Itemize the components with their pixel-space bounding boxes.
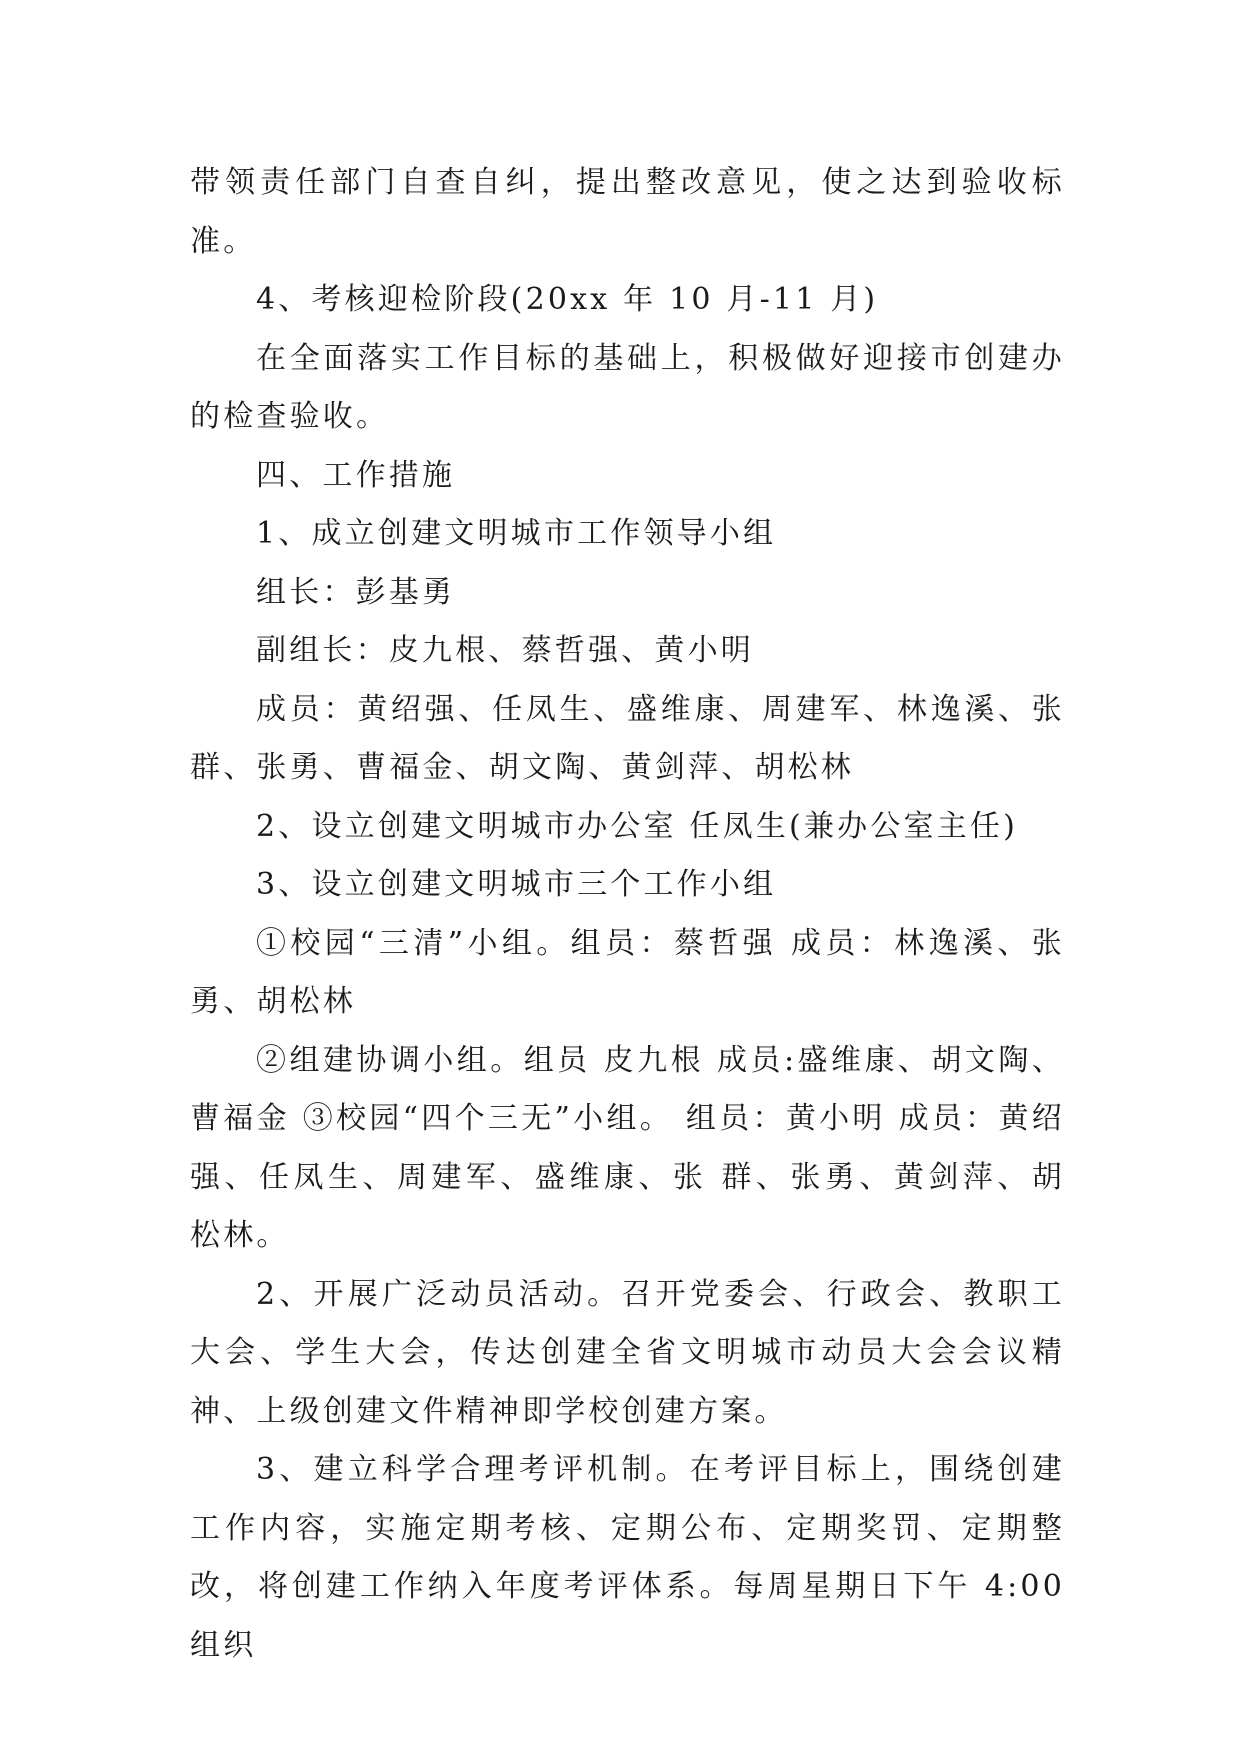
section-heading-measures: 四、工作措施 — [256, 457, 456, 493]
paragraph-members: 成员：黄绍强、任凤生、盛维康、周建军、林逸溪、张群、张勇、曹福金、胡文陶、黄剑萍、胡松林 — [190, 691, 1065, 785]
paragraph-stage-4-body: 在全面落实工作目标的基础上，积极做好迎接市创建办的检查验收。 — [190, 340, 1065, 434]
paragraph-evaluation: 3、建立科学合理考评机制。在考评目标上，围绕创建工作内容，实施定期考核、定期公布、定期奖罚、定期整改，将创建工作纳入年度考评体系。每周星期日下午 4:00 组织 — [190, 1452, 1065, 1663]
paragraph-leading-group: 1、成立创建文明城市工作领导小组 — [256, 516, 777, 551]
paragraph-mobilization: 2、开展广泛动员活动。召开党委会、行政会、教职工大会、学生大会，传达创建全省文明城市动员大会会议精神、上级创建文件精神即学校创建方案。 — [190, 1276, 1065, 1429]
paragraph-stage-4-heading: 4、考核迎检阶段(20xx 年 10 月-11 月) — [256, 282, 879, 317]
paragraph-group-2-3: ②组建协调小组。组员 皮九根 成员:盛维康、胡文陶、曹福金 ③校园“四个三无”小组。 组员：黄小明 成员：黄绍强、任凤生、周建军、盛维康、张 群、张勇、黄剑萍、胡松林。 — [190, 1042, 1065, 1253]
paragraph-group-1: ①校园“三清”小组。组员：蔡哲强 成员：林逸溪、张勇、胡松林 — [190, 925, 1065, 1019]
paragraph-deputy-leaders: 副组长：皮九根、蔡哲强、黄小明 — [256, 633, 754, 668]
paragraph-three-groups: 3、设立创建文明城市三个工作小组 — [256, 867, 777, 902]
document-body — [190, 154, 1065, 1675]
paragraph-group-leader: 组长：彭基勇 — [256, 574, 456, 610]
paragraph-office: 2、设立创建文明城市办公室 任凤生(兼办公室主任) — [256, 808, 1019, 844]
paragraph-continuation: 带领责任部门自查自纠，提出整改意见，使之达到验收标准。 — [190, 165, 1065, 259]
